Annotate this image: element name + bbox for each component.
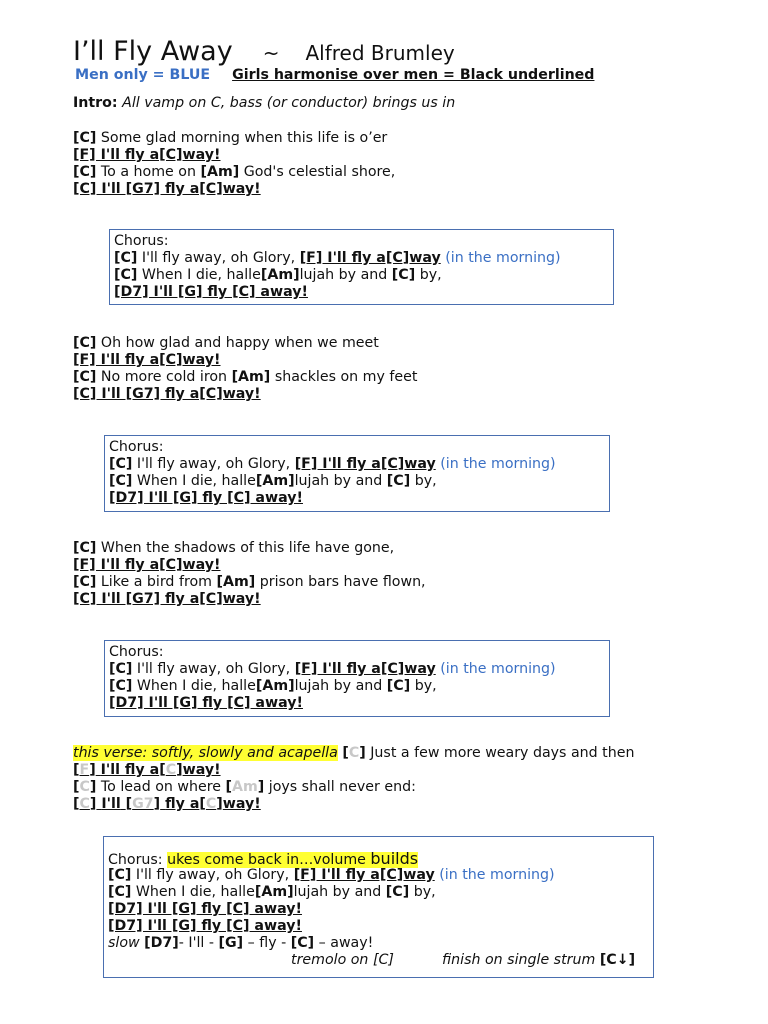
bracket: ] [153,796,161,812]
lyric: Oh how glad and happy when we meet [100,335,379,351]
verse-3 [73,540,426,608]
chorus-box [104,435,610,512]
bracket: [ [342,745,349,761]
chord-c: [C] [109,661,133,677]
final-chorus-heading [108,850,648,867]
lyric-harmony: [F] I'll fly a[C]way [294,456,436,472]
lyric: I'll [101,796,121,812]
bracket: [ [73,762,80,778]
verse-line [73,796,634,813]
lyric: – away! [318,935,374,951]
chord-c: [C] [386,678,411,694]
lyric: When the shadows of this life have gone, [100,540,395,556]
lyric: I'll fly away, oh Glory, [141,250,296,266]
intro-text: All vamp on C, bass (or conductor) brings us in [122,95,456,111]
chord-c: [C] [108,867,132,883]
acapella-note: this verse: softly, slowly and acapella [73,745,338,761]
verse-line: [C] I'll [G7] fly a[C]way! [73,386,261,402]
part-legend [75,67,594,83]
chorus-line: [D7] I'll [G] fly [C] away! [109,490,303,506]
lyric: by, [413,884,436,900]
chord-c: [C] [109,678,133,694]
lyric: When I die, halle [141,267,261,283]
chorus-box [104,640,610,717]
intro [73,95,455,112]
bracket: ] [89,796,97,812]
lyric: shackles on my feet [274,369,418,385]
chord-c: [C] [386,473,411,489]
bracket: ] [359,745,366,761]
chorus-label: Chorus: [109,439,164,455]
bracket: [ [73,796,80,812]
verse-1 [73,130,395,198]
chord-c: [C] [73,369,97,385]
lyric-harmony: [F] I'll fly a[C]way [299,250,441,266]
chord-c: [C] [108,884,132,900]
chorus-box [109,229,614,305]
chorus-line [108,867,648,884]
verse-4 [73,745,634,813]
bracket: ] [257,779,265,795]
slow-line [108,935,648,952]
lyric: by, [414,473,437,489]
lyric: way! [222,796,261,812]
verse-line: [F] I'll fly a[C]way! [73,557,221,573]
lyric: When I die, halle [136,678,256,694]
chorus-line [114,250,608,267]
chord-c: [C] [385,884,410,900]
verse-line [73,540,426,557]
bracket: [ [159,762,166,778]
verse-line [73,762,634,779]
song-author: Alfred Brumley [305,40,455,65]
ukes-note [167,849,419,868]
lyric: Some glad morning when this life is o’er [100,130,388,146]
note-text: ukes come back in…volume [167,852,366,868]
tremolo-note: tremolo on [C] [291,952,394,968]
song-title: I’ll Fly Away [73,36,233,67]
chord-c: [C] [73,574,97,590]
lyric: lujah by and [299,267,388,283]
chorus-line: [D7] I'll [G] fly [C] away! [114,284,308,300]
song-title-line [73,36,455,69]
lyric: – fly - [247,935,287,951]
intro-label: Intro: [73,95,118,111]
lyric: I'll fly away, oh Glory, [136,456,291,472]
ghost-chord: C [79,796,90,812]
lyric: No more cold iron [100,369,228,385]
chord-c: [C] [73,540,97,556]
lyric: - I'll - [178,935,214,951]
lyric: To a home on [100,164,196,180]
bracket: [ [225,779,232,795]
lyric: lujah by and [294,473,383,489]
chord-c: [C] [114,267,138,283]
verse-line [73,130,395,147]
ghost-chord: Am [232,779,258,795]
ending-instructions [108,952,648,969]
lyric: Like a bird from [100,574,212,590]
chorus-line [108,884,648,901]
ghost-chord: F [79,762,90,778]
verse-2 [73,335,417,403]
chord-d7: [D7] [144,935,179,951]
lyric: I'll fly away, oh Glory, [135,867,290,883]
lyric: fly a [165,796,200,812]
finish-text: finish on single strum [442,952,596,968]
verse-line: [F] I'll fly a[C]way! [73,352,221,368]
bracket: [ [125,796,133,812]
bracket: ] [216,796,223,812]
chorus-label: Chorus: [109,644,164,660]
lyric-men: (in the morning) [440,456,556,472]
chord-am: [Am] [255,473,295,489]
lyric: lujah by and [293,884,382,900]
verse-line [73,369,417,386]
lyric: When I die, halle [135,884,255,900]
lyric: prison bars have flown, [259,574,426,590]
verse-line: [F] I'll fly a[C]way! [73,147,221,163]
verse-line: [C] I'll [G7] fly a[C]way! [73,181,261,197]
chorus-line [114,267,608,284]
chorus-line [109,473,604,490]
chord-c: [C] [391,267,416,283]
lyric: lujah by and [294,678,383,694]
legend-men: Men only = BLUE [75,67,211,83]
slow-note: slow [108,935,140,951]
lyric: by, [419,267,442,283]
ghost-chord: C [205,796,217,812]
lyric: I'll fly a [100,762,160,778]
chord-am: [Am] [216,574,256,590]
ghost-chord: C [79,779,90,795]
chorus-line [109,678,604,695]
chord-am: [Am] [200,164,240,180]
lyric: To lead on where [100,779,221,795]
chord-g: [G] [218,935,244,951]
chord-c: [C] [114,250,138,266]
lyric: I'll fly away, oh Glory, [136,661,291,677]
verse-line [73,779,634,796]
lyric: Just a few more weary days and then [370,745,635,761]
verse-line [73,745,634,762]
verse-line [73,574,426,591]
chord-am: [Am] [254,884,294,900]
chord-c: [C] [109,473,133,489]
verse-line [73,335,417,352]
chorus-label: Chorus: [114,233,169,249]
lyric-men: (in the morning) [440,661,556,677]
lyric: way! [182,762,221,778]
final-chorus-box [103,836,654,978]
chord-am: [Am] [260,267,300,283]
lyric-men: (in the morning) [445,250,561,266]
verse-line [73,164,395,181]
ghost-chord: C [165,762,177,778]
chorus-line [109,456,604,473]
lyric: joys shall never end: [268,779,416,795]
chord-c: [C] [73,335,97,351]
legend-girls: Girls harmonise over men = Black underlined [232,67,595,83]
lyric: by, [414,678,437,694]
lyric: God's celestial shore, [243,164,396,180]
chord-c: [C] [73,164,97,180]
finish-note [442,952,635,969]
chord-c-down: [C↓] [599,952,636,968]
chord-c: [C] [109,456,133,472]
chord-c: [C] [73,130,97,146]
ghost-chord: C [348,745,360,761]
chorus-line: [D7] I'll [G] fly [C] away! [108,901,302,917]
bracket: ] [176,762,183,778]
verse-line: [C] I'll [G7] fly a[C]way! [73,591,261,607]
chord-am: [Am] [255,678,295,694]
lyric-harmony: [F] I'll fly a[C]way [293,867,435,883]
lyric-men: (in the morning) [439,867,555,883]
chorus-label: Chorus: [108,852,163,868]
bracket: [ [73,779,80,795]
chorus-line: [D7] I'll [G] fly [C] away! [109,695,303,711]
chord-c: [C] [290,935,315,951]
ghost-chord: G7 [132,796,154,812]
bracket: ] [89,779,97,795]
bracket: ] [89,762,96,778]
chorus-line [109,661,604,678]
note-text: builds [370,849,419,868]
chord-am: [Am] [231,369,271,385]
bracket: [ [199,796,206,812]
title-separator: ~ [262,40,280,65]
chorus-line: [D7] I'll [G] fly [C] away! [108,918,302,934]
lyric: When I die, halle [136,473,256,489]
lyric-harmony: [F] I'll fly a[C]way [294,661,436,677]
